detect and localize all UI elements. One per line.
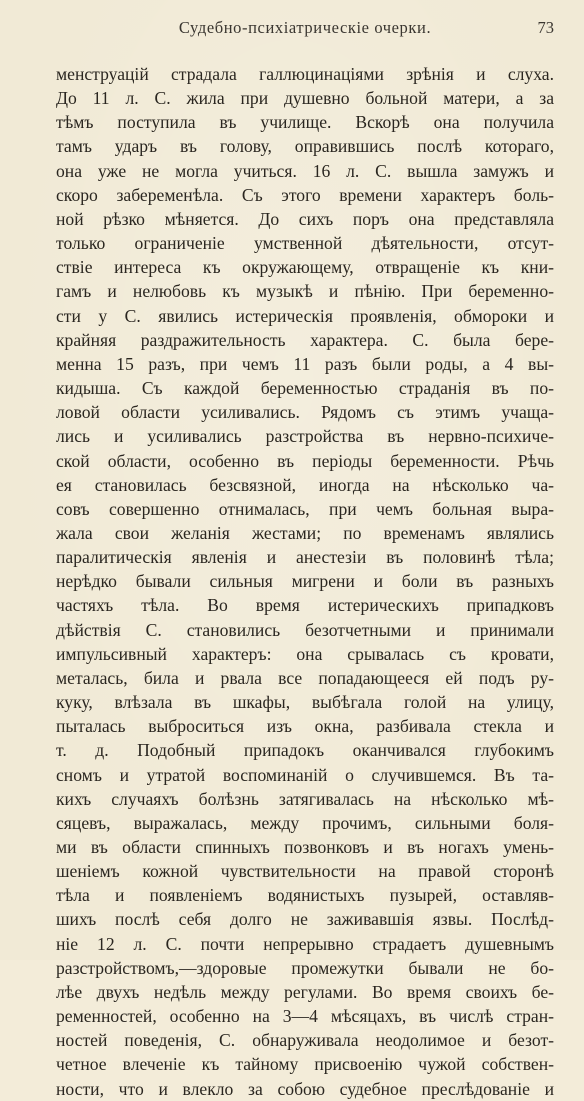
text-line: шихъ послѣ себя долго не заживавшiя язвы. Послѣд-: [56, 909, 554, 930]
text-line: менна 15 разъ, при чемъ 11 разъ были роды, а 4 вы-: [56, 353, 554, 374]
text-line: ствiе интереса къ окружающему, отвращенiе къ кни-: [56, 257, 554, 278]
text-line: ловой области усиливались. Рядомъ съ этимъ учаща-: [56, 402, 554, 423]
body-text: [56, 62, 554, 1101]
text-line: тѣмъ поступила въ училище. Вскорѣ она получила: [56, 112, 554, 133]
text-line: т. д. Подобный припадокъ оканчивался глубокимъ: [56, 740, 554, 761]
running-header: [56, 18, 554, 42]
text-line: четное влеченiе къ тайному присвоенiю чужой собствен-: [56, 1054, 554, 1075]
text-line: сти у С. явились истерическiя проявленiя, обмороки и: [56, 305, 554, 326]
text-line: совъ совершенно отнималась, при чемъ больная выра-: [56, 498, 554, 519]
text-line: только ограниченiе умственной дѣятельности, отсут-: [56, 233, 554, 254]
text-line: кидыша. Съ каждой беременностью страданiя въ по-: [56, 378, 554, 399]
text-line: ности, что и влекло за собою судебное преслѣдованiе и: [56, 1078, 554, 1099]
text-line: крайняя раздражительность характера. С. была бере-: [56, 329, 554, 350]
text-line: ской области, особенно въ перiоды беременности. Рѣчь: [56, 450, 554, 471]
text-line: металась, била и рвала все попадающееся ей подъ ру-: [56, 667, 554, 688]
text-line: она уже не могла учиться. 16 л. С. вышла замужъ и: [56, 160, 554, 181]
text-line: паралитическiя явленiя и анестезiи въ половинѣ тѣла;: [56, 547, 554, 568]
text-line: нiе 12 л. С. почти непрерывно страдаетъ душевнымъ: [56, 933, 554, 954]
text-line: лись и усиливались разстройства въ нервно-психиче-: [56, 426, 554, 447]
text-line: сномъ и утратой воспоминанiй о случившемся. Въ та-: [56, 764, 554, 785]
running-title: Судебно-психiатрическiе очерки.: [178, 18, 432, 37]
text-line: шенiемъ кожной чувствительности на правой сторонѣ: [56, 861, 554, 882]
text-line: импульсивный характеръ: она срывалась съ кровати,: [56, 643, 554, 664]
text-line: ной рѣзко мѣняется. До сихъ поръ она представляла: [56, 208, 554, 229]
text-line: тамъ ударъ въ голову, оправившись послѣ котораго,: [56, 136, 554, 157]
text-line: куку, влѣзала въ шкафы, выбѣгала голой на улицу,: [56, 692, 554, 713]
text-line: жала свои желанiя жестами; по временамъ являлись: [56, 522, 554, 543]
text-line: менструацiй страдала галлюцинацiями зрѣнiя и слуха.: [56, 64, 554, 84]
text-line: сяцевъ, выражалась, между прочимъ, сильными боля-: [56, 812, 554, 833]
text-line: пыталась выброситься изъ окна, разбивала стекла и: [56, 716, 554, 737]
text-line: нерѣдко бывали сильныя мигрени и боли въ разныхъ: [56, 571, 554, 592]
text-line: ностей поведенiя, С. обнаруживала неодолимое и безот-: [56, 1030, 554, 1051]
text-line: разстройствомъ,—здоровые промежутки бывали не бо-: [56, 957, 554, 978]
text-line: ея становилась безсвязной, иногда на нѣсколько ча-: [56, 474, 554, 495]
text-line: лѣе двухъ недѣль между регулами. Во время своихъ бе-: [56, 981, 554, 1002]
text-line: До 11 л. С. жила при душевно больной матери, а за: [56, 88, 554, 109]
text-line: дѣйствiя С. становились безотчетными и принимали: [56, 619, 554, 640]
text-line: гамъ и нелюбовь къ музыкѣ и пѣнiю. При беременно-: [56, 281, 554, 302]
text-line: кихъ случаяхъ болѣзнь затягивалась на нѣсколько мѣ-: [56, 788, 554, 809]
text-line: скоро забеременѣла. Съ этого времени характеръ боль-: [56, 184, 554, 205]
text-line: ми въ области спинныхъ позвонковъ и въ ногахъ умень-: [56, 837, 554, 857]
text-line: ременностей, особенно на 3—4 мѣсяцахъ, въ числѣ стран-: [56, 1006, 554, 1027]
page-number: 73: [537, 18, 554, 37]
text-line: тѣла и появленiемъ водянистыхъ пузырей, оставляв-: [56, 885, 554, 906]
text-line: частяхъ тѣла. Во время истерическихъ припадковъ: [56, 595, 554, 616]
